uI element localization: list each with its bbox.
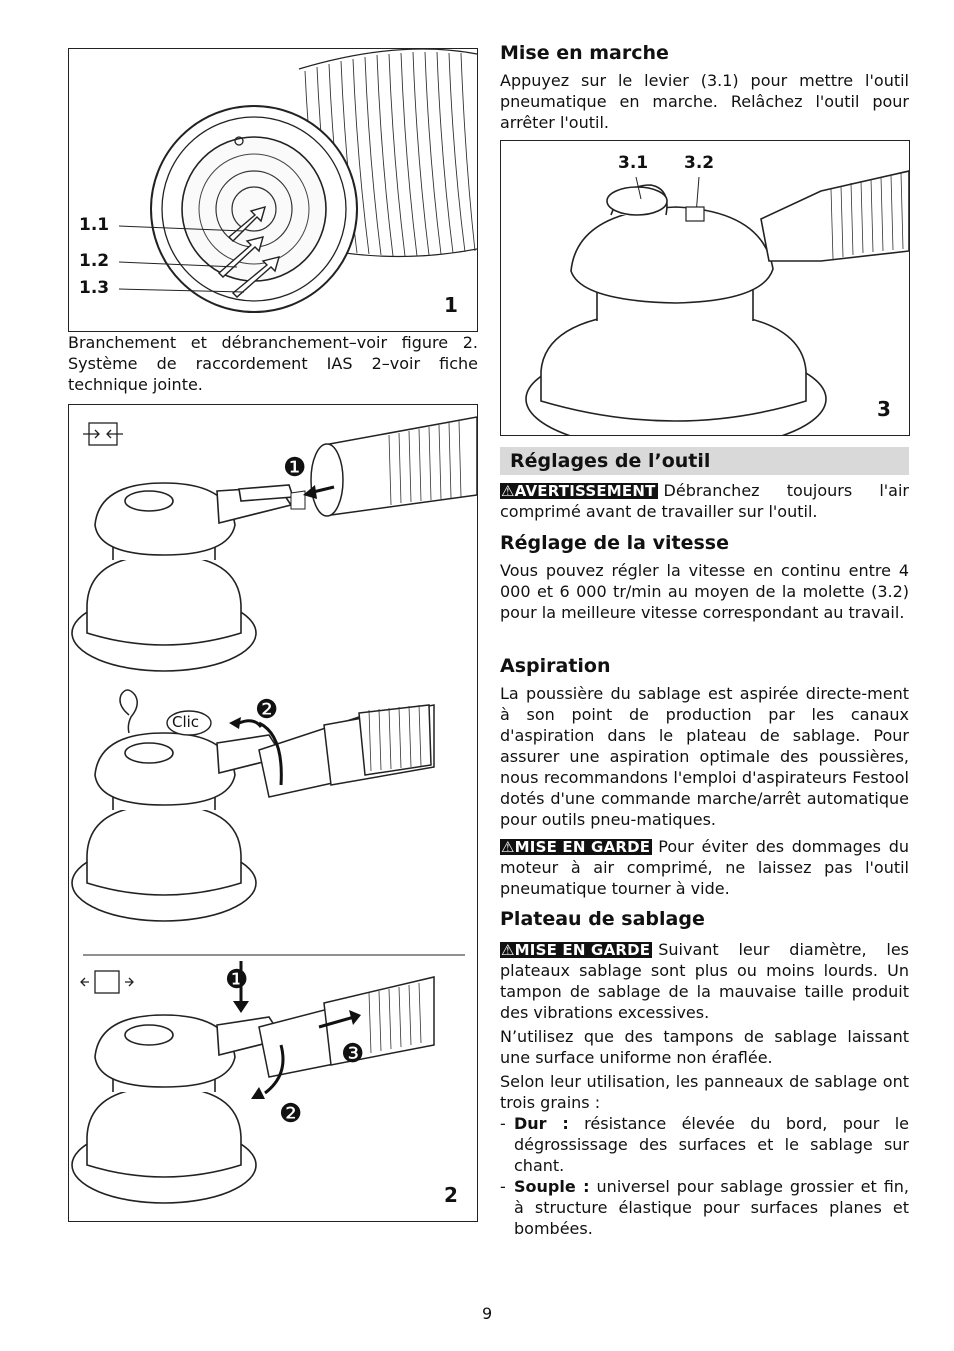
- warning-triangle-icon: ⚠: [501, 482, 515, 500]
- step-1b-marker: ❶: [225, 965, 249, 995]
- list-item: - Souple : universel pour sablage grossier et fin, à structure élastique pour surfaces planes et bombées.: [500, 1177, 909, 1238]
- figure-1: [68, 48, 478, 332]
- plateau-caution: [500, 939, 909, 1023]
- warning-triangle-icon: ⚠: [501, 941, 515, 959]
- aspiration-caution: [500, 836, 909, 899]
- figure-1-number: 1: [444, 293, 458, 317]
- figure-2-number: 2: [444, 1183, 458, 1207]
- heading-aspiration: Aspiration: [500, 655, 611, 677]
- caution-badge: ⚠MISE EN GARDE: [501, 838, 651, 856]
- reglages-warning: [500, 480, 909, 522]
- vitesse-text: Vous pouvez régler la vitesse en continu entre 4 000 et 6 000 tr/min au moyen de la molette (3.2) pour la meilleure vitesse correspondant au travail.: [500, 561, 909, 622]
- left-intro-text: Branchement et débranchement–voir figure 2. Système de raccordement IAS 2–voir fiche technique jointe.: [68, 333, 478, 394]
- sander-lever-illustration: [501, 141, 909, 435]
- mise-en-marche-text: Appuyez sur le levier (3.1) pour mettre l'outil pneumatique en marche. Relâchez l'outil pour arrêter l'outil.: [500, 71, 909, 132]
- figure-3: [500, 140, 910, 436]
- heading-mise-en-marche: Mise en marche: [500, 42, 669, 64]
- callout-3-1: 3.1: [618, 153, 649, 173]
- grain-list: [500, 1113, 909, 1239]
- clic-label: Clic: [172, 713, 200, 731]
- warning-badge: ⚠AVERTISSEMENT: [501, 482, 656, 500]
- page-number: 9: [482, 1304, 493, 1323]
- aspiration-text: La poussière du sablage est aspirée directe-ment à son point de production par les canaux d'aspiration dans le plateau de sablage. Pour assurer une aspiration optimale des poussières, nous recommandons l'emploi d'aspirateurs Festool dotés d'une commande marche/arrêt automatique pour outils pneu-matiques.: [500, 684, 909, 829]
- caution-text: Pour éviter des dommages du moteur à air comprimé, ne laissez pas l'outil pneumatique tourner à vide.: [500, 837, 909, 898]
- caution-badge: ⚠MISE EN GARDE: [501, 941, 651, 959]
- step-2-marker: ❷: [255, 695, 279, 725]
- section-band-reglages: Réglages de l’outil: [500, 447, 909, 475]
- step-2b-marker: ❷: [279, 1099, 303, 1129]
- hose-connector-illustration: [69, 49, 477, 331]
- callout-3-2: 3.2: [684, 153, 715, 173]
- plateau-block: [500, 939, 909, 1239]
- hose-coupling-steps-illustration: [69, 405, 477, 1221]
- plateau-paragraph-3: Selon leur utilisation, les panneaux de sablage ont trois grains :: [500, 1072, 909, 1112]
- warning-text: Débranchez toujours l'air comprimé avant de travailler sur l'outil.: [500, 481, 909, 521]
- plateau-paragraph-2: N’utilisez que des tampons de sablage laissant une surface uniforme non éraflée.: [500, 1027, 909, 1067]
- figure-3-number: 3: [877, 397, 891, 421]
- heading-plateau: Plateau de sablage: [500, 908, 705, 930]
- step-3-marker: ❸: [341, 1039, 365, 1069]
- callout-1-2: 1.2: [79, 251, 110, 271]
- heading-vitesse: Réglage de la vitesse: [500, 532, 729, 554]
- callout-1-3: 1.3: [79, 278, 110, 298]
- step-1-marker: ❶: [283, 453, 307, 483]
- caution-text: Suivant leur diamètre, les plateaux sablage sont plus ou moins lourds. Un tampon de sablage de la mauvaise taille produit des vibrations excessives.: [500, 940, 909, 1022]
- callout-1-1: 1.1: [79, 215, 110, 235]
- list-item: - Dur : résistance élevée du bord, pour le dégrossissage des surfaces et le sablage sur chant.: [500, 1114, 910, 1175]
- warning-triangle-icon: ⚠: [501, 838, 515, 856]
- figure-2: [68, 404, 478, 1222]
